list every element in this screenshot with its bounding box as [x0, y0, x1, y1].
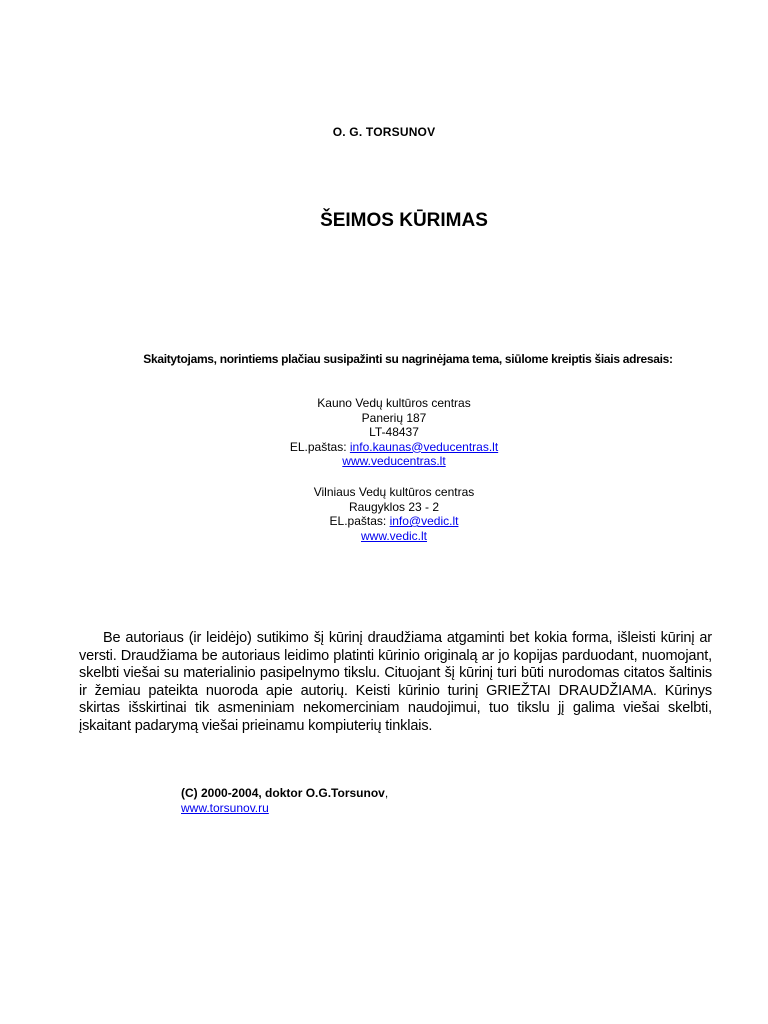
vilnius-email-line — [0, 514, 768, 529]
kaunas-postcode: LT-48437 — [369, 425, 419, 439]
kaunas-website-line — [0, 454, 768, 469]
author-name: O. G. TORSUNOV — [332, 125, 436, 139]
document-title: ŠEIMOS KŪRIMAS — [320, 210, 488, 231]
kaunas-street: Panerių 187 — [361, 410, 427, 425]
vilnius-center-name: Vilniaus Vedų kultūros centras — [313, 485, 475, 499]
vilnius-website-line — [0, 529, 768, 544]
copyright-suffix: , — [384, 786, 389, 800]
kaunas-center-name: Kauno Vedų kultūros centras — [317, 396, 471, 410]
vilnius-website-link[interactable]: www.vedic.lt — [360, 528, 428, 543]
author-website-link[interactable]: www.torsunov.ru — [181, 800, 269, 815]
copyright-notice-paragraph: Be autoriaus (ir leidėjo) sutikimo šį kūrinį draudžiama atgaminti bet kokia forma, išleisti kūrinį ar versti. Draudžiama be autoriaus leidimo platinti kūrinio originalą ar jo kopijas parduodant, nuomojant, skelbti viešai su materialinio pasipelnymo tikslu. Cituojant šį kūrinį turi būti nurodomas citatos šaltinis ir žemiau pateikta nuoroda apie autorių. Keisti kūrinio turinį GRIEŽTAI DRAUDŽIAMA. Kūrinys skirtas išskirtinai tik asmeniniam nekomerciniam naudojimui, tuo tikslu jį galima viešai skelbti, įskaitant padarymą viešai prieinamu kompiuterių tinklais. — [79, 630, 712, 734]
kaunas-email-line — [0, 440, 768, 455]
copyright-block — [181, 786, 388, 815]
vilnius-email-link[interactable]: info@vedic.lt — [389, 514, 459, 528]
kaunas-email-label: EL.paštas: — [289, 439, 350, 454]
vilnius-address-block — [0, 485, 768, 543]
author-website-line — [181, 801, 388, 816]
copyright-line — [181, 786, 388, 801]
kaunas-email-link[interactable]: info.kaunas@veducentras.lt — [349, 439, 499, 454]
kaunas-website-link[interactable]: www.veducentras.lt — [342, 454, 446, 468]
vilnius-email-label: EL.paštas: — [329, 514, 390, 528]
vilnius-street: Raugyklos 23 - 2 — [348, 499, 440, 514]
readers-note: Skaitytojams, norintiems plačiau susipažinti su nagrinėjama tema, siūlome kreiptis šiais adresais: — [143, 352, 673, 366]
kaunas-address-block — [0, 396, 768, 469]
copyright-text: (C) 2000-2004, doktor O.G.Torsunov — [181, 786, 385, 800]
